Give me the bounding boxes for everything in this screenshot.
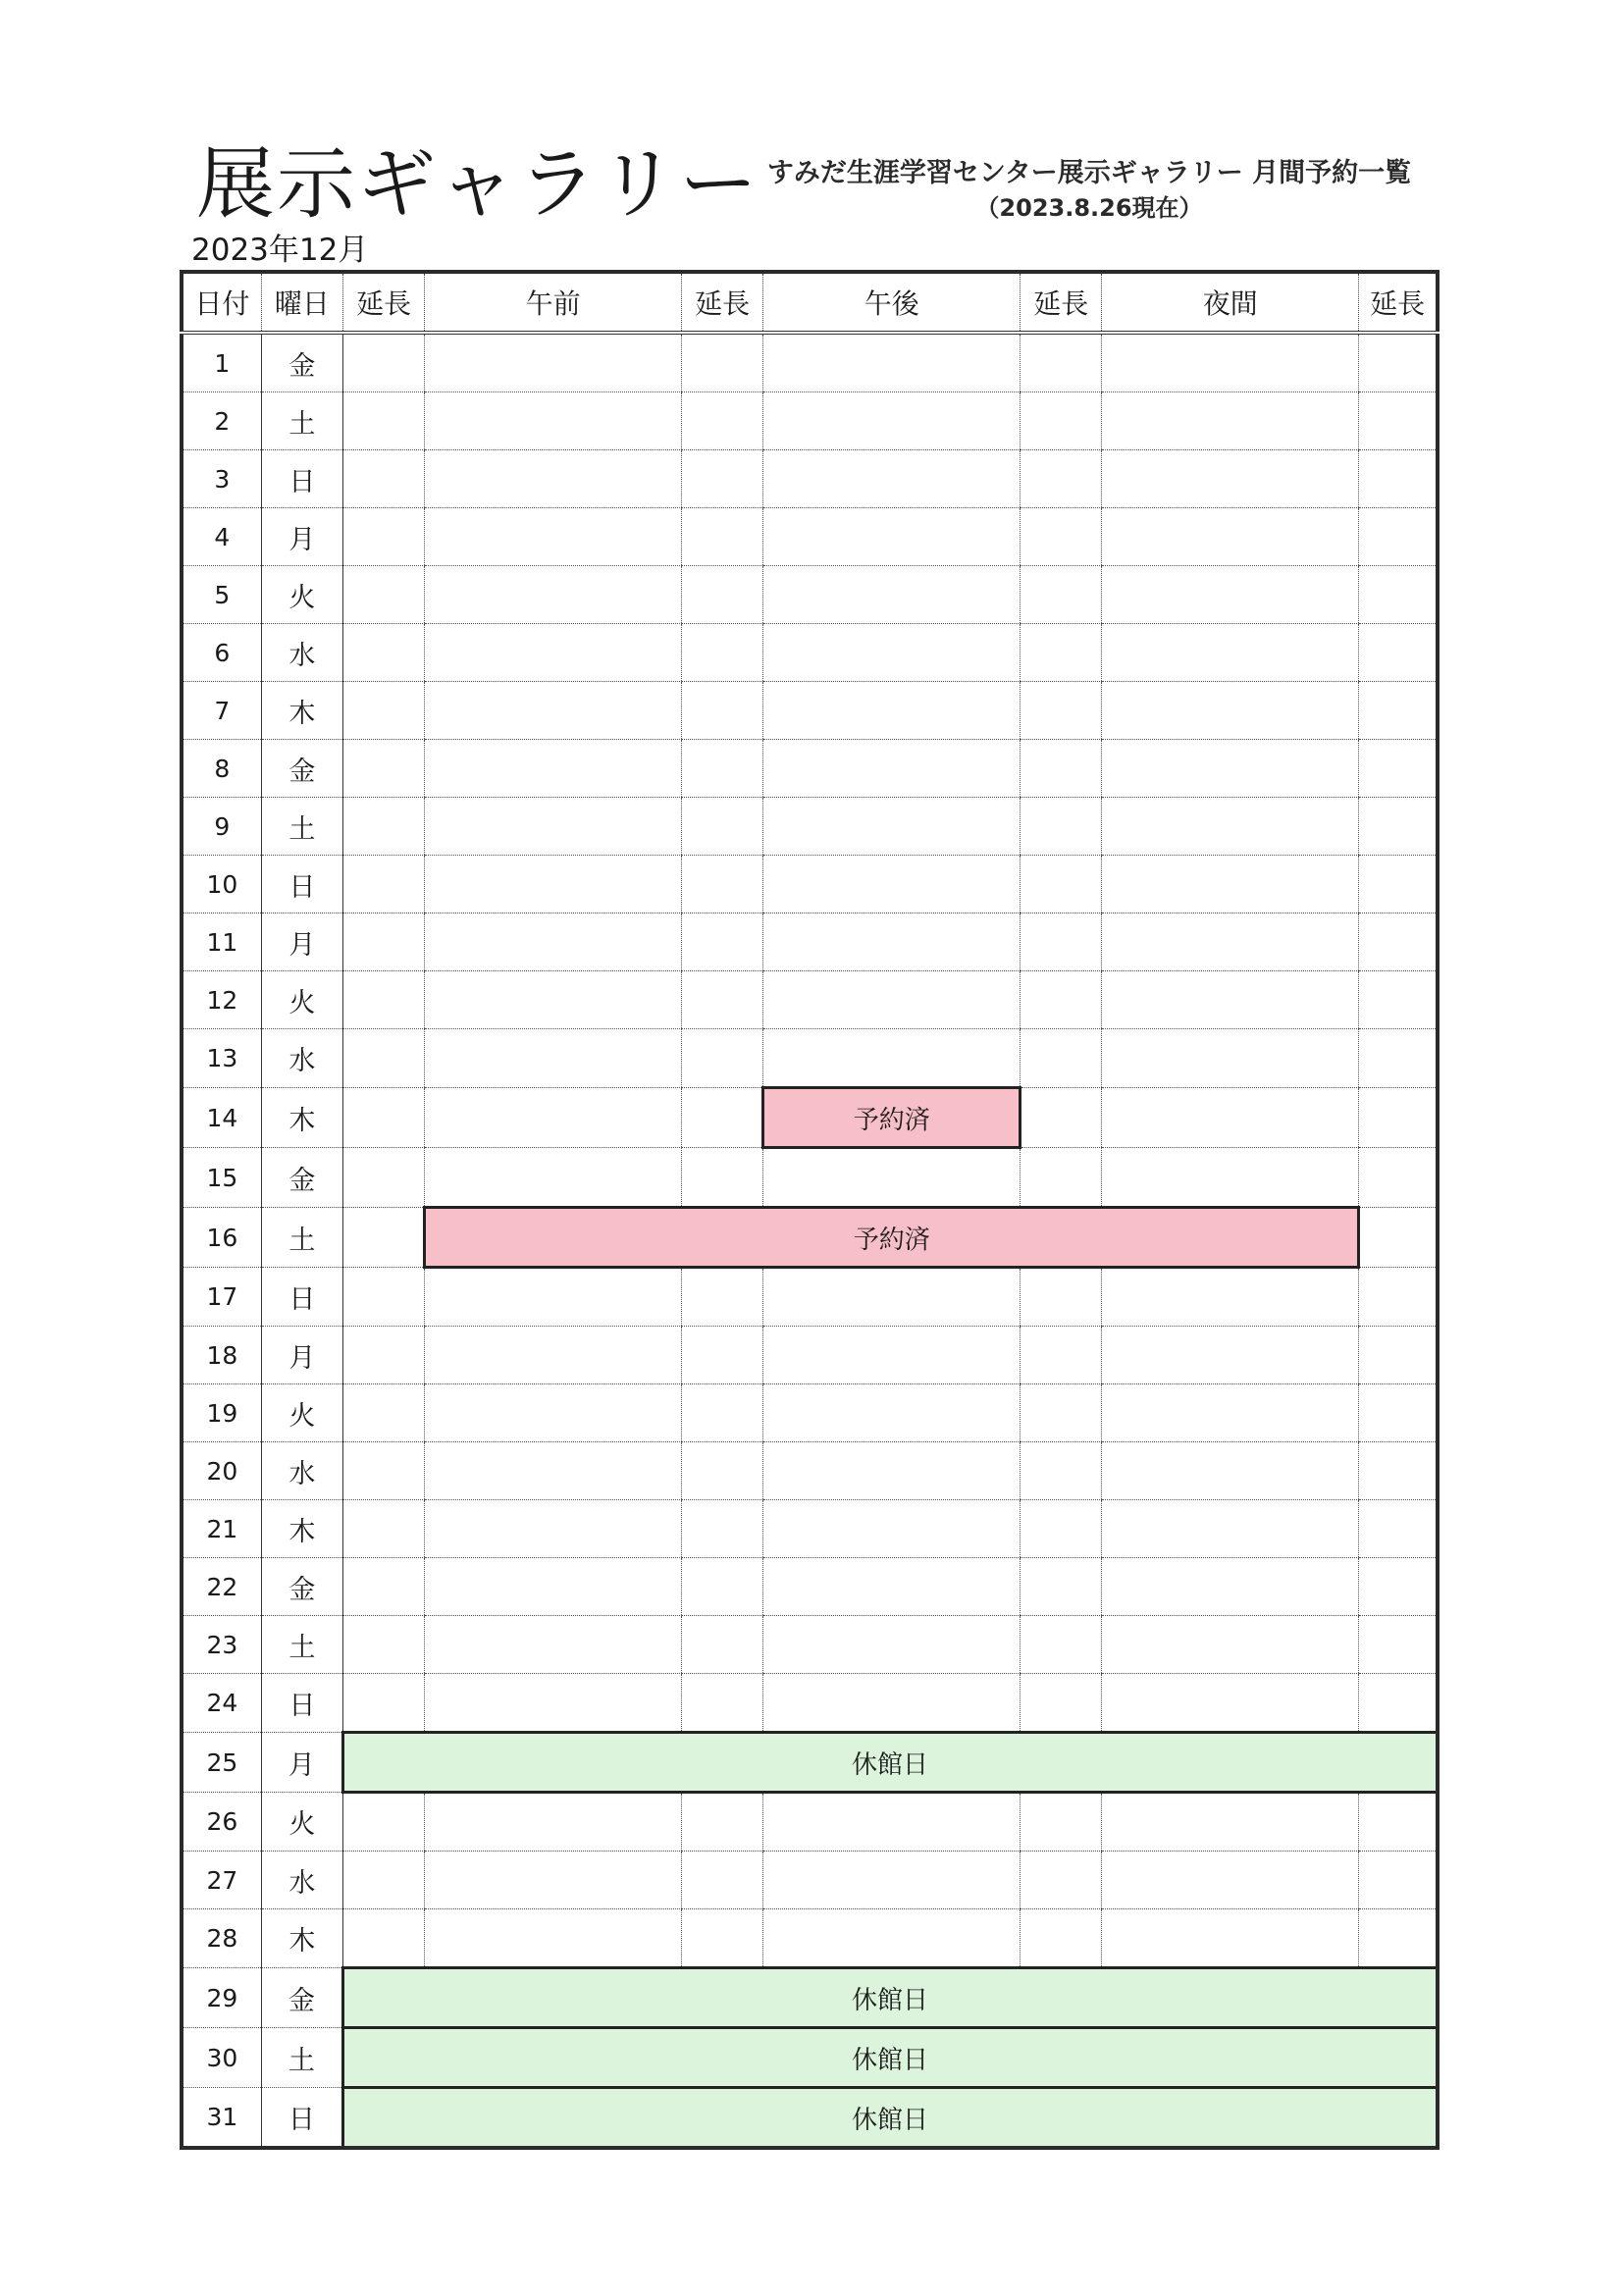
afternoon-slot-cell <box>763 1442 1021 1500</box>
extension-slot-cell <box>343 1674 425 1733</box>
table-row <box>182 798 1438 856</box>
date-cell: 19 <box>182 1384 261 1442</box>
extension-slot-cell <box>1359 1208 1438 1268</box>
weekday-cell: 木 <box>261 1500 342 1558</box>
table-row <box>182 1327 1438 1384</box>
morning-slot-cell <box>425 1909 682 1968</box>
table-row <box>182 392 1438 450</box>
morning-slot-cell <box>425 682 682 740</box>
date-cell: 18 <box>182 1327 261 1384</box>
evening-slot-cell <box>1102 1793 1359 1852</box>
extension-slot-cell <box>1021 682 1102 740</box>
extension-slot-cell <box>343 1909 425 1968</box>
evening-slot-cell <box>1102 1268 1359 1327</box>
table-body <box>182 333 1438 2148</box>
weekday-cell: 土 <box>261 392 342 450</box>
evening-slot-cell <box>1102 971 1359 1029</box>
extension-slot-cell <box>343 740 425 798</box>
table-row <box>182 682 1438 740</box>
extension-slot-cell <box>682 1909 763 1968</box>
extension-slot-cell <box>682 1327 763 1384</box>
evening-slot-cell <box>1102 740 1359 798</box>
evening-slot-cell <box>1102 508 1359 566</box>
extension-slot-cell <box>1021 971 1102 1029</box>
morning-slot-cell <box>425 566 682 624</box>
afternoon-slot-cell <box>763 624 1021 682</box>
extension-slot-cell <box>1021 1674 1102 1733</box>
table-row <box>182 1208 1438 1268</box>
date-cell: 24 <box>182 1674 261 1733</box>
afternoon-slot-cell <box>763 971 1021 1029</box>
page-subtitle: すみだ生涯学習センター展示ギャラリー 月間予約一覧 <box>766 158 1412 188</box>
extension-slot-cell <box>1359 740 1438 798</box>
extension-slot-cell <box>1359 1148 1438 1208</box>
weekday-cell: 土 <box>261 1208 342 1268</box>
date-cell: 12 <box>182 971 261 1029</box>
evening-slot-cell <box>1102 1500 1359 1558</box>
table-row <box>182 624 1438 682</box>
extension-slot-cell <box>343 798 425 856</box>
extension-slot-cell <box>682 1384 763 1442</box>
table-row <box>182 1733 1438 1793</box>
date-cell: 16 <box>182 1208 261 1268</box>
morning-slot-cell <box>425 1384 682 1442</box>
extension-slot-cell <box>1021 1500 1102 1558</box>
table-row <box>182 1558 1438 1616</box>
table-row <box>182 450 1438 508</box>
extension-slot-cell <box>1021 1852 1102 1909</box>
weekday-cell: 金 <box>261 1558 342 1616</box>
extension-slot-cell <box>343 333 425 392</box>
header-row <box>182 272 1438 333</box>
extension-slot-cell <box>1359 508 1438 566</box>
weekday-cell: 水 <box>261 1442 342 1500</box>
extension-slot-cell <box>1359 682 1438 740</box>
extension-slot-cell <box>343 1088 425 1148</box>
date-cell: 23 <box>182 1616 261 1674</box>
date-cell: 9 <box>182 798 261 856</box>
table-row <box>182 1616 1438 1674</box>
date-cell: 4 <box>182 508 261 566</box>
weekday-cell: 火 <box>261 566 342 624</box>
table-row <box>182 1909 1438 1968</box>
extension-slot-cell <box>343 682 425 740</box>
extension-slot-cell <box>343 913 425 971</box>
weekday-cell: 金 <box>261 740 342 798</box>
date-cell: 31 <box>182 2088 261 2149</box>
weekday-cell: 金 <box>261 333 342 392</box>
table-row <box>182 566 1438 624</box>
extension-slot-cell <box>1021 624 1102 682</box>
afternoon-slot-cell <box>763 913 1021 971</box>
weekday-cell: 木 <box>261 1909 342 1968</box>
evening-slot-cell <box>1102 1148 1359 1208</box>
table-row <box>182 856 1438 913</box>
col-header-extension: 延長 <box>1359 272 1438 333</box>
extension-slot-cell <box>682 624 763 682</box>
extension-slot-cell <box>1359 1327 1438 1384</box>
morning-slot-cell <box>425 508 682 566</box>
extension-slot-cell <box>1021 1616 1102 1674</box>
extension-slot-cell <box>1021 913 1102 971</box>
weekday-cell: 土 <box>261 2028 342 2088</box>
col-header-weekday: 曜日 <box>261 272 342 333</box>
date-cell: 15 <box>182 1148 261 1208</box>
afternoon-slot-cell <box>763 1793 1021 1852</box>
closed-day-cell: 休館日 <box>343 2088 1439 2149</box>
evening-slot-cell <box>1102 913 1359 971</box>
morning-slot-cell <box>425 450 682 508</box>
extension-slot-cell <box>343 1384 425 1442</box>
extension-slot-cell <box>1021 566 1102 624</box>
extension-slot-cell <box>343 1616 425 1674</box>
afternoon-slot-cell <box>763 1268 1021 1327</box>
extension-slot-cell <box>682 971 763 1029</box>
reservation-table <box>180 270 1440 2150</box>
closed-day-cell: 休館日 <box>343 1968 1439 2028</box>
date-cell: 6 <box>182 624 261 682</box>
extension-slot-cell <box>1359 1852 1438 1909</box>
extension-slot-cell <box>682 1558 763 1616</box>
extension-slot-cell <box>682 508 763 566</box>
evening-slot-cell <box>1102 1616 1359 1674</box>
extension-slot-cell <box>343 450 425 508</box>
extension-slot-cell <box>1021 1442 1102 1500</box>
extension-slot-cell <box>343 1029 425 1088</box>
extension-slot-cell <box>1359 1793 1438 1852</box>
extension-slot-cell <box>682 913 763 971</box>
weekday-cell: 木 <box>261 1088 342 1148</box>
morning-slot-cell <box>425 856 682 913</box>
date-cell: 25 <box>182 1733 261 1793</box>
date-cell: 21 <box>182 1500 261 1558</box>
date-cell: 27 <box>182 1852 261 1909</box>
extension-slot-cell <box>1021 333 1102 392</box>
col-header-date: 日付 <box>182 272 261 333</box>
weekday-cell: 日 <box>261 1674 342 1733</box>
extension-slot-cell <box>1021 740 1102 798</box>
col-header-extension: 延長 <box>1021 272 1102 333</box>
morning-slot-cell <box>425 624 682 682</box>
date-cell: 30 <box>182 2028 261 2088</box>
extension-slot-cell <box>1359 1500 1438 1558</box>
extension-slot-cell <box>1021 1268 1102 1327</box>
extension-slot-cell <box>1359 1558 1438 1616</box>
weekday-cell: 火 <box>261 1384 342 1442</box>
weekday-cell: 日 <box>261 450 342 508</box>
extension-slot-cell <box>1021 1793 1102 1852</box>
morning-slot-cell <box>425 1327 682 1384</box>
date-cell: 11 <box>182 913 261 971</box>
weekday-cell: 火 <box>261 971 342 1029</box>
extension-slot-cell <box>343 1793 425 1852</box>
weekday-cell: 土 <box>261 798 342 856</box>
afternoon-slot-cell <box>763 1852 1021 1909</box>
afternoon-slot-cell <box>763 1500 1021 1558</box>
evening-slot-cell <box>1102 856 1359 913</box>
date-cell: 28 <box>182 1909 261 1968</box>
extension-slot-cell <box>1359 1616 1438 1674</box>
extension-slot-cell <box>682 798 763 856</box>
extension-slot-cell <box>343 1558 425 1616</box>
table-row <box>182 508 1438 566</box>
extension-slot-cell <box>1359 1674 1438 1733</box>
table-row <box>182 1968 1438 2028</box>
morning-slot-cell <box>425 1558 682 1616</box>
extension-slot-cell <box>1021 392 1102 450</box>
morning-slot-cell <box>425 1674 682 1733</box>
extension-slot-cell <box>682 450 763 508</box>
booked-cell: 予約済 <box>763 1088 1021 1148</box>
evening-slot-cell <box>1102 1558 1359 1616</box>
evening-slot-cell <box>1102 392 1359 450</box>
extension-slot-cell <box>682 392 763 450</box>
table-row <box>182 1148 1438 1208</box>
closed-day-cell: 休館日 <box>343 2028 1439 2088</box>
table-row <box>182 1268 1438 1327</box>
evening-slot-cell <box>1102 798 1359 856</box>
weekday-cell: 金 <box>261 1148 342 1208</box>
weekday-cell: 日 <box>261 856 342 913</box>
weekday-cell: 日 <box>261 2088 342 2149</box>
extension-slot-cell <box>682 566 763 624</box>
col-header-extension: 延長 <box>343 272 425 333</box>
morning-slot-cell <box>425 1793 682 1852</box>
extension-slot-cell <box>1021 450 1102 508</box>
evening-slot-cell <box>1102 1029 1359 1088</box>
evening-slot-cell <box>1102 566 1359 624</box>
evening-slot-cell <box>1102 1674 1359 1733</box>
afternoon-slot-cell <box>763 392 1021 450</box>
evening-slot-cell <box>1102 682 1359 740</box>
morning-slot-cell <box>425 392 682 450</box>
extension-slot-cell <box>682 856 763 913</box>
page-title: 展示ギャラリー <box>196 138 759 230</box>
extension-slot-cell <box>343 1442 425 1500</box>
extension-slot-cell <box>682 682 763 740</box>
date-cell: 8 <box>182 740 261 798</box>
date-cell: 14 <box>182 1088 261 1148</box>
extension-slot-cell <box>1359 624 1438 682</box>
table-row <box>182 971 1438 1029</box>
extension-slot-cell <box>343 1268 425 1327</box>
as-of-date: （2023.8.26現在） <box>975 194 1203 222</box>
afternoon-slot-cell <box>763 798 1021 856</box>
extension-slot-cell <box>1359 1268 1438 1327</box>
evening-slot-cell <box>1102 1088 1359 1148</box>
table-row <box>182 913 1438 971</box>
table-row <box>182 2088 1438 2149</box>
afternoon-slot-cell <box>763 1148 1021 1208</box>
extension-slot-cell <box>1359 913 1438 971</box>
extension-slot-cell <box>1021 1558 1102 1616</box>
date-cell: 10 <box>182 856 261 913</box>
extension-slot-cell <box>343 624 425 682</box>
extension-slot-cell <box>682 1793 763 1852</box>
weekday-cell: 月 <box>261 913 342 971</box>
morning-slot-cell <box>425 1088 682 1148</box>
extension-slot-cell <box>343 971 425 1029</box>
evening-slot-cell <box>1102 1327 1359 1384</box>
afternoon-slot-cell <box>763 1909 1021 1968</box>
weekday-cell: 水 <box>261 1852 342 1909</box>
date-cell: 22 <box>182 1558 261 1616</box>
date-cell: 5 <box>182 566 261 624</box>
extension-slot-cell <box>1359 1384 1438 1442</box>
evening-slot-cell <box>1102 1909 1359 1968</box>
weekday-cell: 月 <box>261 1733 342 1793</box>
morning-slot-cell <box>425 1148 682 1208</box>
weekday-cell: 木 <box>261 682 342 740</box>
extension-slot-cell <box>682 1616 763 1674</box>
weekday-cell: 火 <box>261 1793 342 1852</box>
extension-slot-cell <box>1021 1909 1102 1968</box>
extension-slot-cell <box>1359 1088 1438 1148</box>
extension-slot-cell <box>682 1148 763 1208</box>
table-row <box>182 1500 1438 1558</box>
afternoon-slot-cell <box>763 508 1021 566</box>
morning-slot-cell <box>425 1268 682 1327</box>
afternoon-slot-cell <box>763 566 1021 624</box>
table-row <box>182 1793 1438 1852</box>
table-row <box>182 1442 1438 1500</box>
weekday-cell: 土 <box>261 1616 342 1674</box>
extension-slot-cell <box>1359 971 1438 1029</box>
extension-slot-cell <box>1021 798 1102 856</box>
extension-slot-cell <box>1359 392 1438 450</box>
extension-slot-cell <box>1021 508 1102 566</box>
extension-slot-cell <box>1359 1442 1438 1500</box>
table-row <box>182 1852 1438 1909</box>
morning-slot-cell <box>425 740 682 798</box>
extension-slot-cell <box>1359 856 1438 913</box>
extension-slot-cell <box>682 1852 763 1909</box>
extension-slot-cell <box>1359 450 1438 508</box>
extension-slot-cell <box>682 1029 763 1088</box>
col-header-afternoon: 午後 <box>763 272 1021 333</box>
extension-slot-cell <box>343 1208 425 1268</box>
date-cell: 20 <box>182 1442 261 1500</box>
extension-slot-cell <box>682 333 763 392</box>
morning-slot-cell <box>425 913 682 971</box>
morning-slot-cell <box>425 1616 682 1674</box>
date-cell: 13 <box>182 1029 261 1088</box>
weekday-cell: 金 <box>261 1968 342 2028</box>
table-row <box>182 1029 1438 1088</box>
extension-slot-cell <box>1359 1909 1438 1968</box>
extension-slot-cell <box>682 740 763 798</box>
extension-slot-cell <box>1021 1327 1102 1384</box>
table-row <box>182 740 1438 798</box>
morning-slot-cell <box>425 1852 682 1909</box>
col-header-extension: 延長 <box>682 272 763 333</box>
date-cell: 29 <box>182 1968 261 2028</box>
evening-slot-cell <box>1102 333 1359 392</box>
afternoon-slot-cell <box>763 740 1021 798</box>
closed-day-cell: 休館日 <box>343 1733 1439 1793</box>
extension-slot-cell <box>1021 856 1102 913</box>
morning-slot-cell <box>425 333 682 392</box>
afternoon-slot-cell <box>763 1616 1021 1674</box>
table-row <box>182 2028 1438 2088</box>
afternoon-slot-cell <box>763 333 1021 392</box>
extension-slot-cell <box>682 1674 763 1733</box>
booked-cell: 予約済 <box>425 1208 1359 1268</box>
extension-slot-cell <box>682 1500 763 1558</box>
afternoon-slot-cell <box>763 1029 1021 1088</box>
extension-slot-cell <box>682 1442 763 1500</box>
morning-slot-cell <box>425 798 682 856</box>
evening-slot-cell <box>1102 450 1359 508</box>
date-cell: 1 <box>182 333 261 392</box>
col-header-morning: 午前 <box>425 272 682 333</box>
extension-slot-cell <box>343 1327 425 1384</box>
afternoon-slot-cell <box>763 1327 1021 1384</box>
extension-slot-cell <box>1359 1029 1438 1088</box>
extension-slot-cell <box>343 1148 425 1208</box>
afternoon-slot-cell <box>763 682 1021 740</box>
extension-slot-cell <box>1021 1148 1102 1208</box>
morning-slot-cell <box>425 1442 682 1500</box>
date-cell: 7 <box>182 682 261 740</box>
date-cell: 26 <box>182 1793 261 1852</box>
afternoon-slot-cell <box>763 856 1021 913</box>
extension-slot-cell <box>343 1852 425 1909</box>
weekday-cell: 月 <box>261 1327 342 1384</box>
weekday-cell: 水 <box>261 624 342 682</box>
col-header-evening: 夜間 <box>1102 272 1359 333</box>
extension-slot-cell <box>1359 566 1438 624</box>
date-cell: 3 <box>182 450 261 508</box>
extension-slot-cell <box>682 1268 763 1327</box>
extension-slot-cell <box>1021 1384 1102 1442</box>
weekday-cell: 日 <box>261 1268 342 1327</box>
date-cell: 2 <box>182 392 261 450</box>
evening-slot-cell <box>1102 1442 1359 1500</box>
table-row <box>182 333 1438 392</box>
extension-slot-cell <box>1359 798 1438 856</box>
extension-slot-cell <box>1359 333 1438 392</box>
evening-slot-cell <box>1102 1852 1359 1909</box>
weekday-cell: 水 <box>261 1029 342 1088</box>
extension-slot-cell <box>343 508 425 566</box>
table-row <box>182 1384 1438 1442</box>
afternoon-slot-cell <box>763 1384 1021 1442</box>
table-row <box>182 1674 1438 1733</box>
date-cell: 17 <box>182 1268 261 1327</box>
afternoon-slot-cell <box>763 1558 1021 1616</box>
afternoon-slot-cell <box>763 1674 1021 1733</box>
evening-slot-cell <box>1102 1384 1359 1442</box>
morning-slot-cell <box>425 971 682 1029</box>
extension-slot-cell <box>343 392 425 450</box>
morning-slot-cell <box>425 1500 682 1558</box>
evening-slot-cell <box>1102 624 1359 682</box>
extension-slot-cell <box>1021 1029 1102 1088</box>
extension-slot-cell <box>682 1088 763 1148</box>
extension-slot-cell <box>343 1500 425 1558</box>
extension-slot-cell <box>1021 1088 1102 1148</box>
morning-slot-cell <box>425 1029 682 1088</box>
afternoon-slot-cell <box>763 450 1021 508</box>
weekday-cell: 月 <box>261 508 342 566</box>
extension-slot-cell <box>343 566 425 624</box>
extension-slot-cell <box>343 856 425 913</box>
table-row <box>182 1088 1438 1148</box>
month-label: 2023年12月 <box>191 233 369 268</box>
